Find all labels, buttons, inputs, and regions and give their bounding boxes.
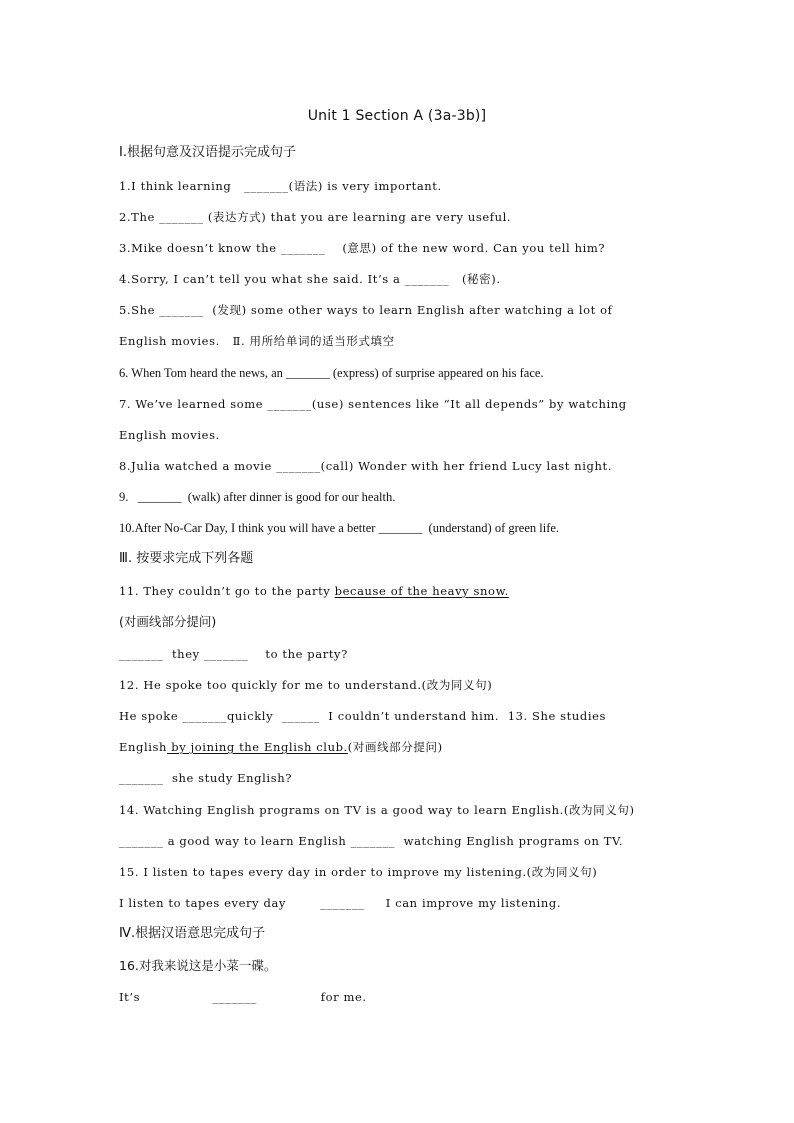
question-16: 16.对我来说这是小菜一碟。 <box>119 958 277 973</box>
question-11-underlined-part: because of the heavy snow. <box>334 584 509 598</box>
question-13 <box>119 739 443 755</box>
question-9: 9. _______ (walk) after dinner is good for our health. <box>119 490 396 504</box>
question-2: 2.The _______ (表达方式) that you are learning are very useful. <box>119 210 512 224</box>
question-14-answer-line: _______ a good way to learn English _______ watching English programs on TV. <box>119 834 624 848</box>
question-8: 8.Julia watched a movie _______(call) Wonder with her friend Lucy last night. <box>119 459 612 473</box>
worksheet-title: Unit 1 Section A (3a-3b)] <box>307 108 487 124</box>
section-4-heading: Ⅳ.根据汉语意思完成句子 <box>119 926 266 941</box>
question-13-underlined-part: by joining the English club. <box>167 740 348 754</box>
question-13-text: English <box>119 740 168 754</box>
question-4: 4.Sorry, I can’t tell you what she said. It’s a _______ (秘密). <box>119 272 501 286</box>
question-6: 6. When Tom heard the news, an _______ (express) of surprise appeared on his face. <box>119 366 544 380</box>
question-7-continued: English movies. <box>119 428 220 442</box>
question-11 <box>119 583 509 599</box>
question-11-answer-line: _______ they _______ to the party? <box>119 647 348 661</box>
question-12: 12. He spoke too quickly for me to understand.(改为同义句) <box>119 678 493 692</box>
question-1: 1.I think learning _______(语法) is very important. <box>119 179 442 193</box>
question-15: 15. I listen to tapes every day in order to improve my listening.(改为同义句) <box>119 865 598 879</box>
question-15-answer-line: I listen to tapes every day _______ I can improve my listening. <box>119 896 562 910</box>
question-5-continued-and-section-2-heading: English movies. Ⅱ. 用所给单词的适当形式填空 <box>119 334 395 348</box>
question-11-instruction: (对画线部分提问) <box>119 614 217 629</box>
question-11-text: 11. They couldn’t go to the party <box>119 584 335 598</box>
question-7: 7. We’ve learned some _______(use) sentences like “It all depends” by watching <box>119 397 627 411</box>
question-13-instruction: (对画线部分提问) <box>347 740 443 754</box>
question-14: 14. Watching English programs on TV is a good way to learn English.(改为同义句) <box>119 803 635 817</box>
question-12-answer-line: He spoke _______quickly ______ I couldn’t understand him. 13. She studies <box>119 709 607 723</box>
question-10: 10.After No-Car Day, I think you will have a better _______ (understand) of green life. <box>119 521 560 535</box>
question-5: 5.She _______ (发现) some other ways to learn English after watching a lot of <box>119 303 613 317</box>
section-1-heading: Ⅰ.根据句意及汉语提示完成句子 <box>119 145 296 160</box>
question-13-answer-line: _______ she study English? <box>119 771 292 785</box>
question-3: 3.Mike doesn’t know the _______ (意思) of the new word. Can you tell him? <box>119 241 606 255</box>
question-16-answer-line: It’s _______ for me. <box>119 990 367 1004</box>
section-3-heading: Ⅲ. 按要求完成下列各题 <box>119 551 254 566</box>
